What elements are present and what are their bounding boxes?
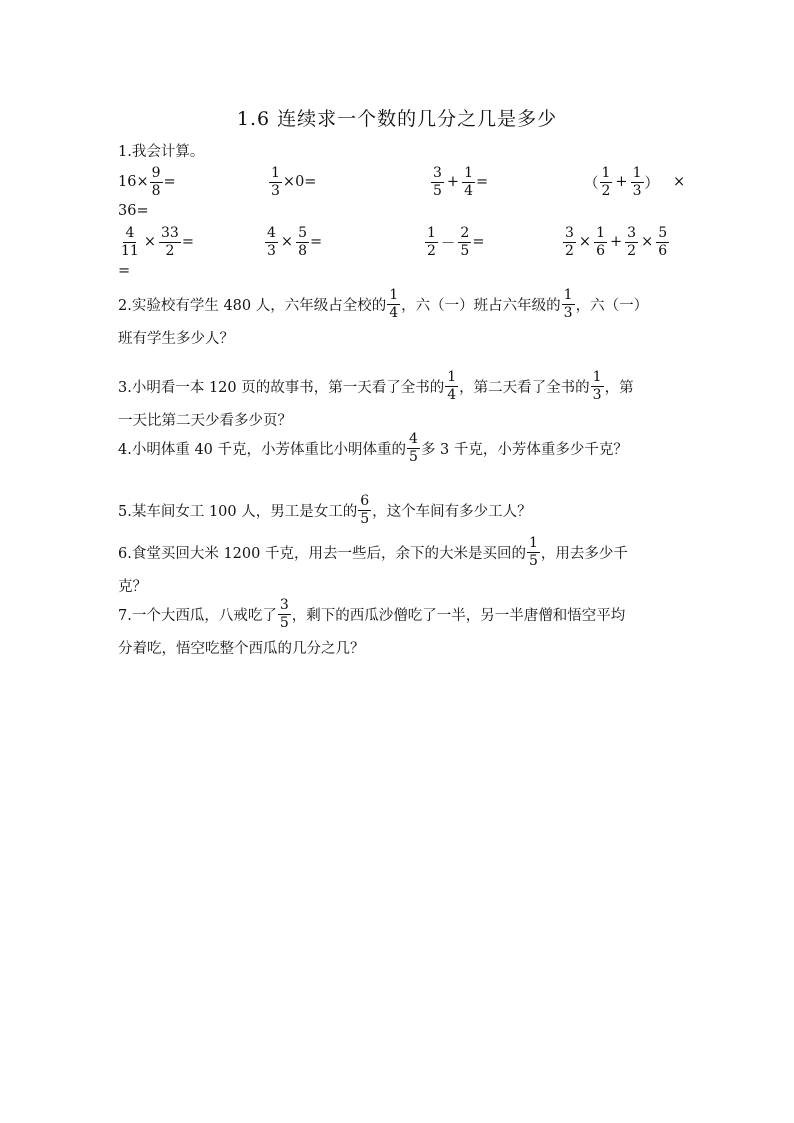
fraction — [527, 536, 540, 568]
numerator: 1 — [596, 224, 605, 241]
page-title: 1.6 连续求一个数的几分之几是多少 — [236, 108, 558, 130]
question-6-text-b: ，用去多少千 — [540, 545, 628, 562]
denominator: 4 — [389, 304, 399, 321]
question-4-text-a: 4.小明体重 40 千克，小芳体重比小明体重的 — [118, 441, 407, 458]
calc-1-2-suffix: ×0= — [282, 174, 317, 190]
numerator: 4 — [267, 224, 276, 241]
denominator: 3 — [271, 182, 280, 199]
equals: = — [472, 234, 485, 250]
question-3-text-c: ，第 — [604, 379, 634, 396]
numerator: 1 — [528, 534, 538, 551]
question-5-line-1 — [118, 488, 532, 532]
numerator: 1 — [427, 224, 436, 241]
fraction — [159, 226, 181, 258]
question-6-line-1 — [118, 530, 628, 574]
operator: × — [641, 234, 654, 250]
operator: + — [446, 174, 460, 190]
denominator: 2 — [627, 242, 637, 259]
fraction — [625, 226, 638, 258]
fraction — [431, 166, 444, 198]
fraction — [600, 166, 613, 198]
denominator: 3 — [592, 386, 602, 403]
fraction — [296, 226, 309, 258]
fraction — [445, 370, 458, 402]
numerator: 3 — [433, 164, 442, 181]
numerator: 4 — [409, 430, 418, 447]
question-2-line-2: 班有学生多少人？ — [118, 331, 234, 347]
question-1-heading: 1.我会计算。 — [118, 144, 205, 160]
denominator: 5 — [409, 448, 418, 465]
denominator: 11 — [121, 242, 139, 259]
operator: × — [578, 234, 592, 250]
calc-2-4 — [562, 220, 670, 264]
fraction — [425, 226, 438, 258]
numerator: 5 — [658, 224, 668, 241]
fraction — [358, 494, 371, 526]
question-5-text-a: 5.某车间女工 100 人，男工是女工的 — [118, 503, 358, 520]
denominator: 2 — [601, 182, 611, 199]
numerator: 1 — [601, 164, 611, 181]
fraction — [631, 166, 644, 198]
question-3-text-a: 3.小明看一本 120 页的故事书，第一天看了全书的 — [118, 379, 445, 396]
numerator: 2 — [460, 224, 470, 241]
question-3-line-1 — [118, 364, 634, 408]
fraction — [278, 598, 291, 630]
operator: － — [440, 235, 456, 252]
denominator: 6 — [596, 242, 605, 259]
denominator: 5 — [433, 182, 442, 199]
calc-1-4 — [584, 160, 685, 204]
numerator: 3 — [627, 224, 637, 241]
denominator: 5 — [460, 242, 470, 259]
fraction — [563, 226, 576, 258]
question-3-text-b: ，第二天看了全书的 — [459, 379, 590, 396]
denominator: 3 — [563, 304, 573, 321]
numerator: 4 — [125, 224, 135, 241]
denominator: 2 — [427, 242, 436, 259]
equals: = — [310, 234, 323, 250]
numerator: 33 — [160, 224, 179, 241]
numerator: 5 — [298, 224, 307, 241]
denominator: 3 — [632, 182, 642, 199]
fraction — [656, 226, 669, 258]
denominator: 5 — [360, 510, 370, 527]
question-2-text-c: ，六（一） — [575, 297, 649, 314]
denominator: 6 — [658, 242, 668, 259]
question-6-text-a: 6.食堂买回大米 1200 千克，用去一些后，余下的大米是买回的 — [118, 545, 526, 562]
calc-1-3 — [430, 160, 488, 204]
denominator: 5 — [528, 552, 538, 569]
question-7-text-a: 7.一个大西瓜，八戒吃了 — [118, 607, 277, 624]
calc-row-2 — [118, 220, 718, 264]
numerator: 1 — [563, 286, 573, 303]
fraction — [591, 370, 604, 402]
numerator: 1 — [464, 164, 473, 181]
fraction — [119, 226, 141, 258]
denominator: 8 — [298, 242, 307, 259]
denominator: 5 — [279, 614, 289, 631]
calc-1-4-wrap: 36= — [118, 203, 149, 219]
numerator: 6 — [360, 492, 370, 509]
calc-1-2 — [268, 160, 316, 204]
calc-2-2 — [264, 220, 322, 264]
denominator: 4 — [464, 182, 473, 199]
numerator: 3 — [279, 596, 289, 613]
left-paren: （ — [584, 175, 599, 192]
fraction — [269, 166, 282, 198]
denominator: 2 — [165, 242, 175, 259]
fraction — [150, 166, 163, 198]
denominator: 3 — [267, 242, 276, 259]
numerator: 9 — [151, 164, 161, 181]
operator: × — [143, 234, 156, 250]
denominator: 8 — [151, 182, 161, 199]
question-2-text-b: ，六（一）班占六年级的 — [401, 297, 561, 314]
numerator: 1 — [271, 164, 280, 181]
fraction — [265, 226, 278, 258]
calc-2-4-wrap: = — [118, 263, 131, 279]
question-2-line-1 — [118, 282, 648, 326]
equals: = — [163, 174, 176, 190]
question-4-text-b: 多 3 千克，小芳体重多少千克？ — [420, 441, 628, 458]
fraction — [462, 166, 475, 198]
calc-2-1 — [118, 220, 194, 264]
question-5-text-b: ，这个车间有多少工人？ — [372, 503, 532, 520]
question-2-text-a: 2.实验校有学生 480 人，六年级占全校的 — [118, 297, 387, 314]
fraction — [562, 288, 575, 320]
operator: + — [610, 234, 623, 250]
equals: = — [181, 234, 194, 250]
operator: × — [673, 174, 686, 190]
numerator: 1 — [592, 368, 602, 385]
denominator: 4 — [447, 386, 457, 403]
numerator: 1 — [447, 368, 457, 385]
question-3-line-2: 一天比第二天少看多少页？ — [118, 413, 292, 429]
fraction — [387, 288, 400, 320]
numerator: 1 — [632, 164, 642, 181]
question-7-text-b: ，剩下的西瓜沙僧吃了一半，另一半唐僧和悟空平均 — [291, 607, 626, 624]
question-6-line-2: 克？ — [118, 579, 147, 595]
question-7-line-2: 分着吃，悟空吃整个西瓜的几分之几？ — [118, 641, 365, 657]
numerator: 3 — [565, 224, 574, 241]
fraction — [458, 226, 471, 258]
calc-1-1-prefix: 16× — [118, 174, 149, 190]
question-4-line-1 — [118, 426, 628, 470]
question-7-line-1 — [118, 592, 625, 636]
right-paren: ） — [644, 175, 659, 192]
calc-row-1 — [118, 160, 718, 204]
fraction — [407, 432, 420, 464]
operator: × — [280, 234, 294, 250]
operator: + — [615, 174, 628, 190]
numerator: 1 — [389, 286, 399, 303]
calc-1-1 — [118, 160, 176, 204]
fraction — [594, 226, 607, 258]
denominator: 2 — [565, 242, 574, 259]
equals: = — [476, 174, 489, 190]
calc-2-3 — [424, 220, 485, 264]
